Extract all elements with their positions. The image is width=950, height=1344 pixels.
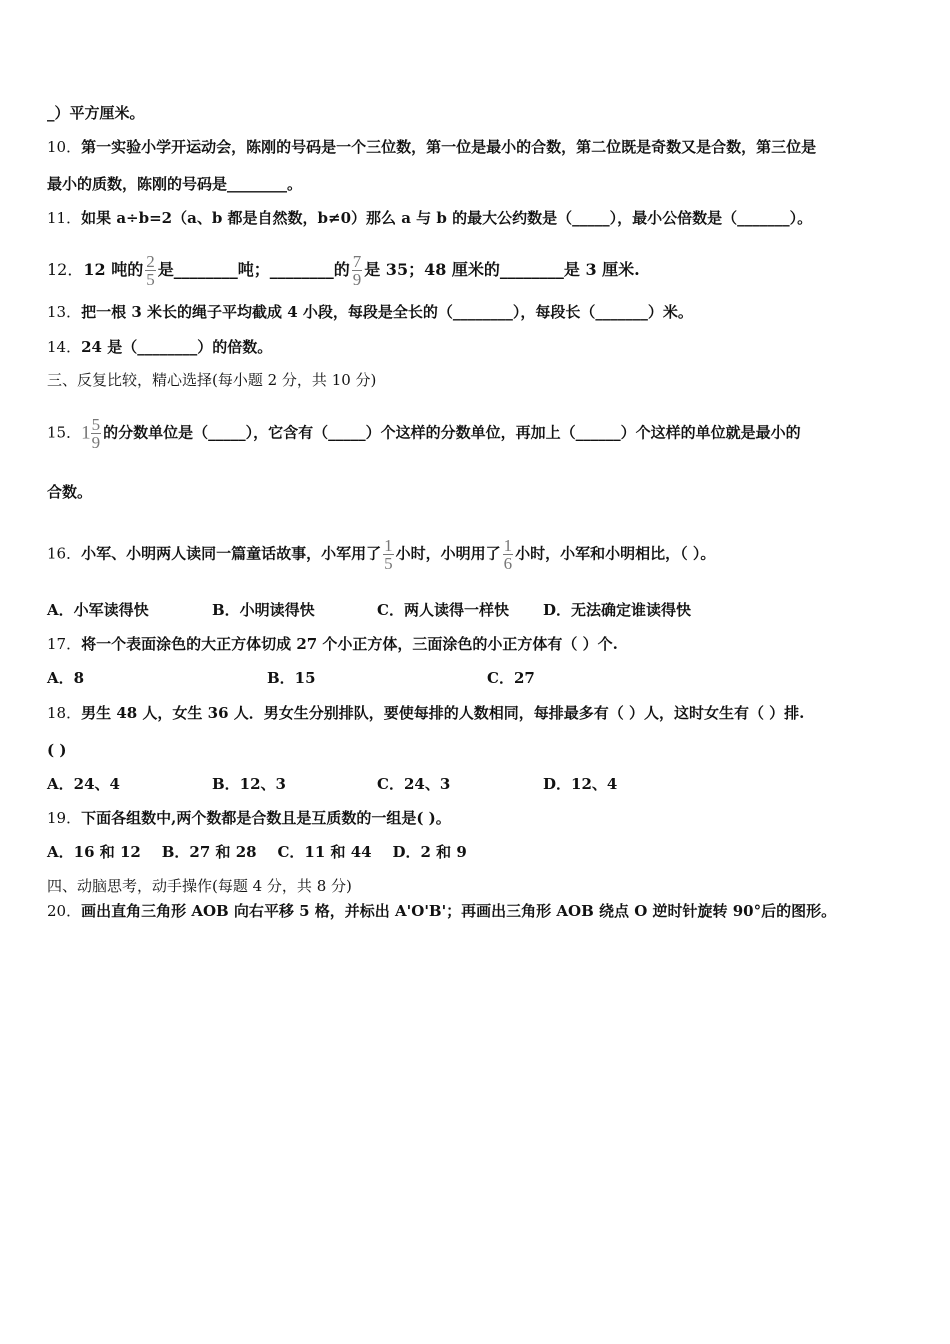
question-15-line-2: 合数。 [47,483,93,501]
numerator: 5 [91,415,101,434]
question-number: 10． [47,138,82,156]
question-17 [47,634,618,654]
numerator: 1 [503,536,513,555]
denominator: 9 [352,270,362,289]
question-text: 12 吨的 [83,260,144,279]
question-number: 11． [47,209,82,227]
mixed-whole: 1 [81,422,91,444]
denominator: 5 [384,554,393,573]
option-b[interactable]: B．12、3 [212,775,286,793]
question-text: 是________吨；________的 [157,260,350,279]
denominator: 5 [146,270,155,289]
fraction [91,416,102,451]
question-number: 16． [47,544,82,563]
denominator: 9 [91,433,101,452]
question-13 [47,302,693,322]
question-text: 的分数单位是（_____），它含有（_____）个这样的分数单位，再加上（______）个这样的单位就是最小的 [103,423,801,442]
question-16 [47,537,715,572]
question-20 [47,901,836,921]
denominator: 6 [503,554,513,573]
prev-question-tail: _）平方厘米。 [47,104,145,122]
question-number: 15． [47,423,82,442]
question-text: 将一个表面涂色的大正方体切成 27 个小正方体，三面涂色的小正方体有（ ）个. [81,635,618,653]
question-text: 男生 48 人，女生 36 人．男女生分别排队，要使每排的人数相同，每排最多有（ ）人，这时女生有（ ）排. [81,704,805,722]
question-14 [47,337,272,357]
question-number: 19． [47,809,82,827]
option-a[interactable]: A．24、4 [47,775,120,793]
option-c[interactable]: C．27 [487,669,535,687]
question-19-options[interactable]: A．16 和 12 B．27 和 28 C．11 和 44 D．2 和 9 [47,843,467,861]
fraction [503,537,514,572]
question-text: 小军、小明两人读同一篇童话故事，小军用了 [81,544,382,563]
option-c[interactable]: C．两人读得一样快 [377,601,509,619]
option-c[interactable]: C．24、3 [377,775,451,793]
option-b[interactable]: B．15 [267,669,316,687]
question-12 [47,253,640,288]
question-number: 13． [47,303,82,321]
section-4-heading: 四、动脑思考，动手操作(每题 4 分，共 8 分) [47,877,352,895]
question-10-line-2: 最小的质数，陈刚的号码是________。 [47,175,303,193]
question-text: 如果 a÷b=2（a、b 都是自然数，b≠0）那么 a 与 b 的最大公约数是（_____），最小公倍数是（_______）。 [81,209,813,227]
question-text: 把一根 3 米长的绳子平均截成 4 小段，每段是全长的（________），每段长（_______）米。 [81,303,693,321]
option-a[interactable]: A．8 [47,669,85,687]
section-3-heading: 三、反复比较，精心选择(每小题 2 分，共 10 分) [47,371,377,389]
question-11 [47,208,812,228]
numerator: 2 [146,252,155,271]
fraction [383,537,394,572]
question-text: 小时，小明用了 [395,544,501,563]
question-18-line-2: ( ) [47,741,67,759]
option-d[interactable]: D．12、4 [543,775,618,793]
fraction [352,253,363,288]
option-d[interactable]: D．无法确定谁读得快 [543,601,692,619]
option-b[interactable]: B．小明读得快 [212,601,315,619]
question-number: 14． [47,338,82,356]
question-text: 是 35；48 厘米的________是 3 厘米. [364,260,640,279]
question-text: 第一实验小学开运动会，陈刚的号码是一个三位数，第一位是最小的合数，第二位既是奇数又是合数，第三位是 [81,138,817,156]
question-text: 下面各组数中,两个数都是合数且是互质数的一组是( )。 [81,809,451,827]
question-number: 20． [47,902,82,920]
numerator: 1 [384,536,393,555]
numerator: 7 [352,252,362,271]
question-text: 24 是（________）的倍数。 [81,338,273,356]
question-15-line-1 [47,416,801,451]
option-a[interactable]: A．小军读得快 [47,601,149,619]
question-10-line-1 [47,137,816,157]
question-number: 12． [47,260,84,279]
fraction [145,253,156,288]
question-19 [47,808,451,828]
question-number: 17． [47,635,82,653]
question-text: 小时，小军和小明相比，（ ）。 [515,544,716,563]
question-text: 画出直角三角形 AOB 向右平移 5 格，并标出 A'O'B'；再画出三角形 AOB 绕点 O 逆时针旋转 90°后的图形。 [81,902,837,920]
question-18-line-1 [47,703,804,723]
question-number: 18． [47,704,82,722]
